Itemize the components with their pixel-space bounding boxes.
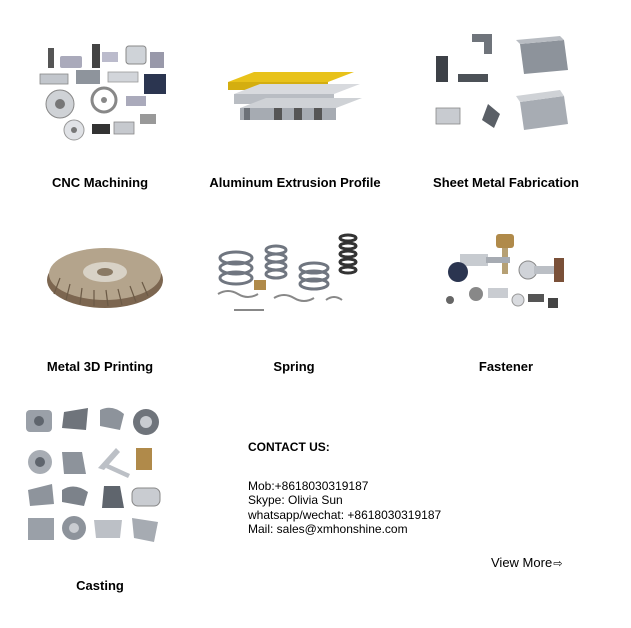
fastener-label[interactable]: Fastener	[478, 359, 534, 374]
aluminum-extrusion-label[interactable]: Aluminum Extrusion Profile	[209, 175, 381, 190]
casting-label[interactable]: Casting	[76, 578, 124, 593]
metal-3d-printing-label[interactable]: Metal 3D Printing	[46, 359, 154, 374]
spring-label[interactable]: Spring	[273, 359, 315, 374]
view-more-label: View More	[491, 555, 553, 570]
aluminum-extrusion-image[interactable]	[224, 52, 364, 132]
arrow-right-icon: ⇨	[553, 558, 563, 570]
sheet-metal-label[interactable]: Sheet Metal Fabrication	[433, 175, 579, 190]
view-more-link[interactable]	[491, 555, 562, 570]
cnc-machining-image[interactable]	[30, 38, 180, 148]
cnc-machining-label[interactable]: CNC Machining	[51, 175, 149, 190]
contact-title: CONTACT US:	[248, 440, 330, 454]
metal-3d-printing-image[interactable]	[40, 238, 170, 318]
spring-image[interactable]	[214, 228, 364, 328]
fastener-image[interactable]	[436, 228, 576, 323]
contact-skype: Skype: Olivia Sun	[248, 493, 343, 507]
contact-mail[interactable]: Mail: sales@xmhonshine.com	[248, 522, 408, 536]
contact-mob: Mob:+8618030319187	[248, 479, 369, 493]
casting-image[interactable]	[24, 404, 164, 552]
contact-whatsapp: whatsapp/wechat: +8618030319187	[248, 508, 442, 522]
sheet-metal-image[interactable]	[428, 30, 578, 145]
